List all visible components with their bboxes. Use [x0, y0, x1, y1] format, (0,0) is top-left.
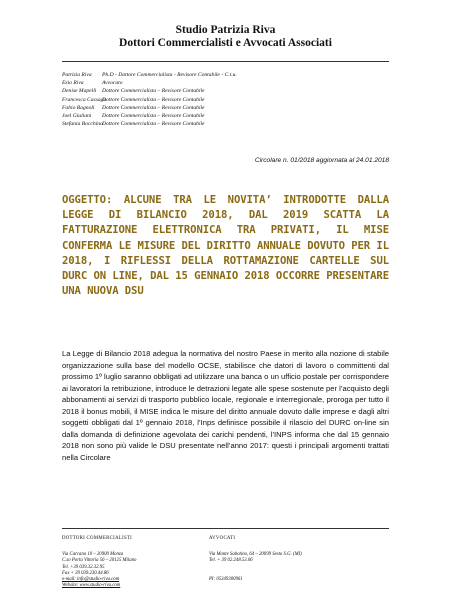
staff-row [62, 87, 392, 95]
firm-subtitle: Dottori Commercialisti e Avvocati Associati [119, 37, 332, 49]
staff-role: Dottore Commercialista – Revisore Contabile [102, 121, 205, 128]
footer-address-milano: C.so Porta Vittoria 56 – 20125 Milano [62, 558, 137, 564]
staff-row [62, 104, 392, 112]
staff-row [62, 71, 392, 79]
footer-address-monza: Via Carcano 10 – 20900 Monza [62, 552, 124, 557]
footer-address-sesto: Via Monte Sabotino, 64 – 20099 Sesto S.G. (MI) [209, 552, 302, 557]
footer-right-contacts [209, 552, 302, 583]
footer-right-label: AVVOCATI [209, 536, 236, 541]
staff-role: Dottore Commercialista – Revisore Contabile [102, 113, 205, 120]
staff-list [62, 71, 392, 128]
staff-row [62, 112, 392, 120]
staff-role: Avvocato [102, 80, 123, 87]
footer-email-link[interactable]: e-mail: info@studio-riva.com [62, 577, 120, 583]
footer-rule [62, 528, 389, 529]
staff-name: Joel Giuliani [62, 113, 92, 120]
subject-heading: OGGETTO: ALCUNE TRA LE NOVITA’ INTRODOTTE DALLA LEGGE DI BILANCIO 2018, DAL 2019 SCATTA LA FATTURAZIONE ELETTRONICA TRA PRIVATI, IL MISE CONFERMA LE MISURE DEL DIRITTO ANNUALE DOVUTO PER IL 2018, I RIFLESSI DELLA ROTTAMAZIONE CARTELLE SUL DURC ON LINE, DAL 15 GENNAIO 2018 OCCORRE PRESENTARE UNA NUOVA DSU [62, 194, 389, 298]
staff-role: Dottore Commercialista – Revisore Contabile [102, 88, 205, 95]
footer-left-label: DOTTORI COMMERCIALISTI [62, 536, 133, 541]
footer-vat: PI: 05349300961 [209, 577, 243, 583]
staff-row [62, 79, 392, 87]
staff-role: Dottore Commercialista – Revisore Contabile [102, 96, 205, 103]
staff-row [62, 120, 392, 128]
footer-left-contacts [62, 552, 136, 590]
letterhead [0, 24, 451, 50]
circular-reference: Circolare n. 01/2018 aggiornata al 24.01.2018 [254, 157, 389, 164]
staff-name: Patrizia Riva [62, 72, 92, 78]
body-paragraph: La Legge di Bilancio 2018 adegua la normativa del nostro Paese in merito alla nozione di stabile organizzazione sulla base del modello OCSE, stabilisce che datori di lavoro o committenti dal prossimo 1º luglio saranno obbligati ad utilizzare una banca o un ufficio postale per corrispondere ai lavoratori la retribuzione, introduce le detrazioni legate alle spese sostenute per l’acquisto degli abbonamenti ai servizi di trasporto pubblico locale, regionale e interregionale, proroga per tutto il 2018 il bonus mobili, il MISE indica le misure del diritto annuale dovuto dalle imprese e dagli altri soggetti obbligati dal 1º gennaio 2018, l’Inps definisce possibile il rilascio del DURC on-line sin dalla domanda di definizione agevolata dei carichi pendenti, l’INPS informa che dal 15 gennaio 2018 non sono più valide le DSU presentate nell’anno 2017: questi i principali argomenti trattati nella Circolare [62, 349, 389, 462]
staff-name: Stefania Bocchino [62, 121, 103, 128]
footer-tel-lawyers: Tel. + 39 02.248.53.06 [209, 558, 253, 564]
staff-row [62, 96, 392, 104]
header-rule [62, 61, 389, 62]
staff-name: Francesca Cassago [62, 96, 107, 103]
staff-name: Fabio Bagnoli [62, 104, 95, 111]
staff-role: Ph.D - Dottore Commercialista - Revisore Contabile - C.t.u. [102, 72, 237, 78]
footer-fax: Fax + 39 039.230.44.86 [62, 570, 109, 576]
staff-name: Ezio Riva [62, 80, 84, 87]
staff-name: Denise Mapelli [62, 88, 97, 95]
staff-role: Dottore Commercialista – Revisore Contabile [102, 104, 205, 111]
firm-name: Studio Patrizia Riva [175, 24, 276, 36]
footer-tel: Tel. +39 039.32.32.95 [62, 564, 105, 570]
footer-website-link[interactable]: Website: www.studio-riva.com [62, 583, 121, 589]
